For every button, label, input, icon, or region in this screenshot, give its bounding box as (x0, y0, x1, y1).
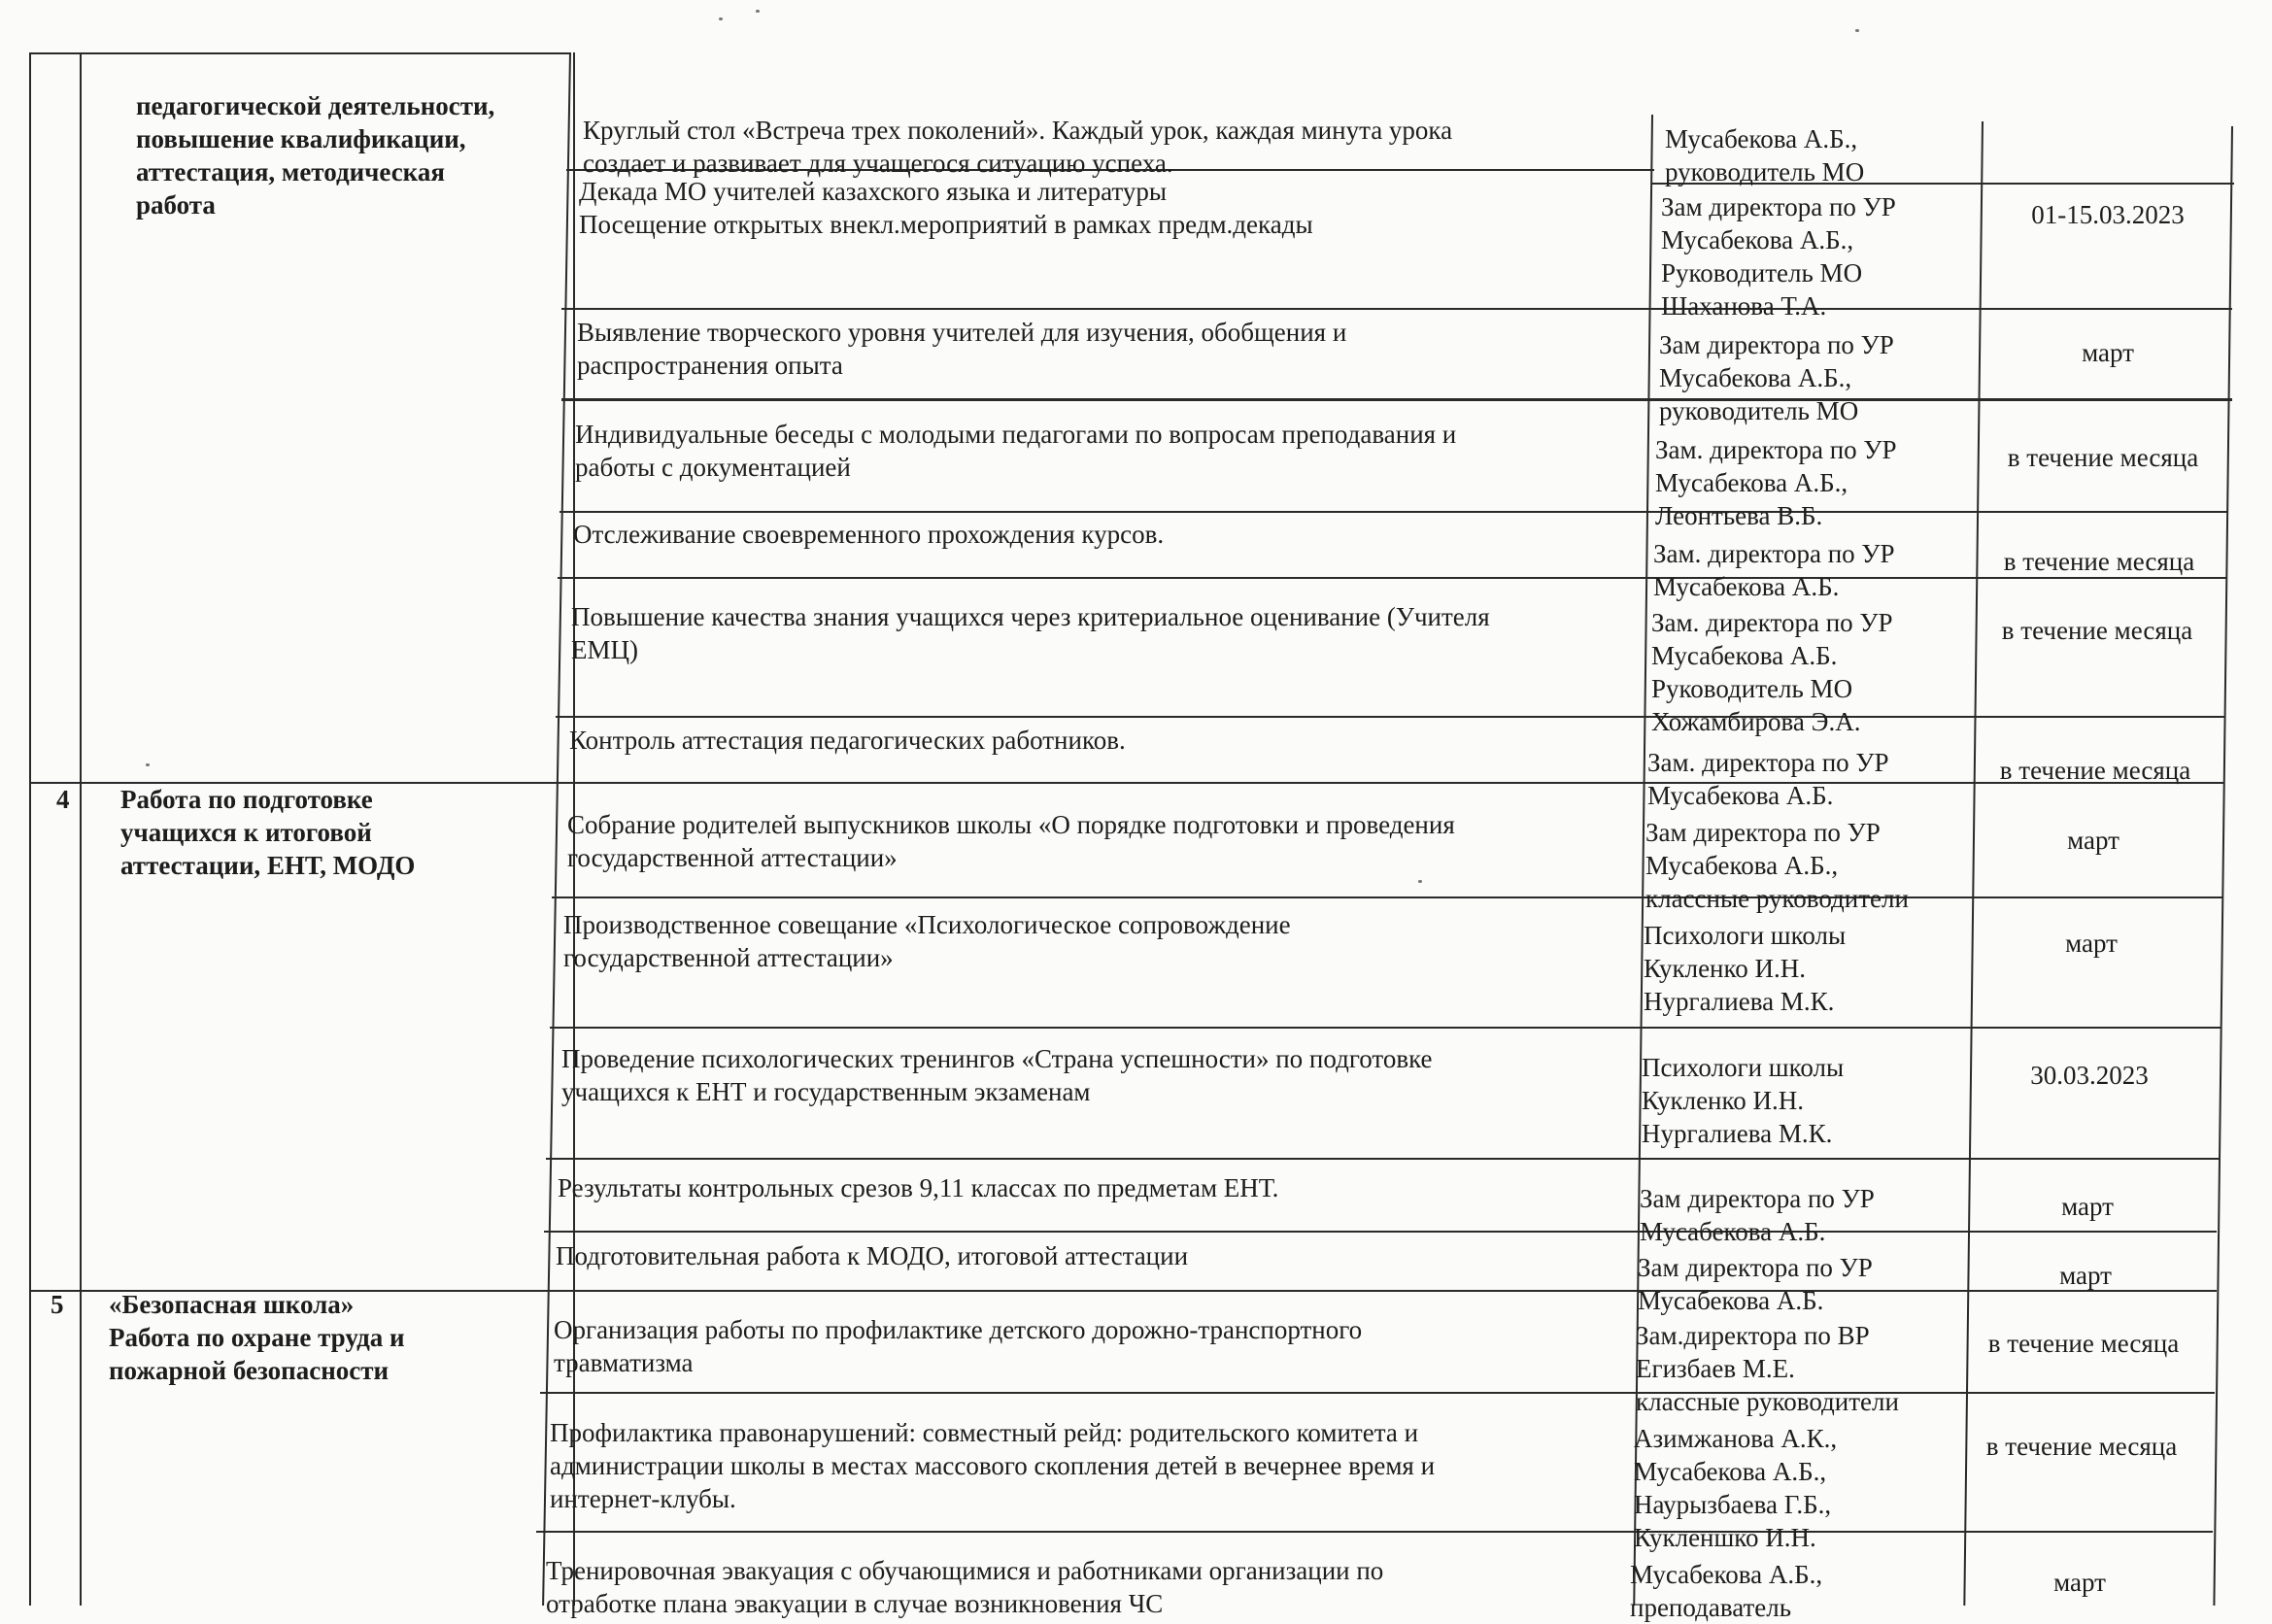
activity-cell: Отслеживание своевременного прохождения курсов. (573, 520, 1165, 549)
row-separator (560, 511, 2228, 513)
responsible-cell: Зам. директора по УР Мусабекова А.Б. Руководитель МО Хожамбирова Э.А. (1651, 608, 1893, 736)
date-cell: март (2065, 929, 2118, 958)
row-separator (536, 1531, 2213, 1533)
responsible-cell: Зам.директора по ВР Егизбаев М.Е. классные руководители (1636, 1321, 1899, 1416)
scan-speck (756, 10, 760, 13)
responsible-cell: Зам директора по УР Мусабекова А.Б., руководитель МО (1659, 330, 1894, 425)
activity-cell: Индивидуальные беседы с молодыми педагогами по вопросам преподавания и работы с документацией (575, 420, 1457, 482)
date-cell: в течение месяца (2007, 443, 2199, 472)
responsible-cell: Мусабекова А.Б., преподаватель (1630, 1560, 1823, 1622)
row-separator (556, 716, 2224, 718)
date-cell: в течение месяца (2003, 547, 2195, 576)
responsible-cell: Зам директора по УР Мусабекова А.Б. (1640, 1184, 1875, 1246)
scan-speck (1418, 880, 1422, 883)
responsible-cell: Зам. директора по УР Мусабекова А.Б. (1647, 748, 1889, 810)
section-title-methodical: педагогической деятельности, повышение квалификации, аттестация, методическая работа (136, 91, 495, 220)
date-cell: 30.03.2023 (2030, 1061, 2149, 1090)
responsible-cell: Мусабекова А.Б., руководитель МО (1665, 124, 1865, 186)
responsible-cell: Зам директора по УР Мусабекова А.Б. (1638, 1253, 1873, 1315)
activity-cell: Результаты контрольных срезов 9,11 классах по предметам ЕНТ. (558, 1173, 1279, 1202)
date-cell: март (2061, 1192, 2114, 1221)
activity-cell: Собрание родителей выпускников школы «О порядке подготовки и проведения государственной аттестации» (567, 810, 1455, 872)
responsible-cell: Зам. директора по УР Мусабекова А.Б., Леонтьева В.Б. (1655, 435, 1897, 530)
date-cell: в течение месяца (1999, 756, 2191, 785)
responsible-cell: Психологи школы Кукленко И.Н. Нургалиева М.К. (1644, 921, 1847, 1016)
responsible-cell: Психологи школы Кукленко И.Н. Нургалиева М.К. (1642, 1053, 1845, 1148)
table-top-border (29, 52, 569, 54)
number-column-border (80, 52, 82, 1606)
date-cell: в течение месяца (1985, 1432, 2178, 1461)
date-cell: март (2067, 826, 2119, 855)
activity-cell: Контроль аттестация педагогических работников. (569, 726, 1126, 755)
responsible-cell: Зам. директора по УР Мусабекова А.Б. (1653, 539, 1895, 601)
date-cell: 01-15.03.2023 (2031, 200, 2185, 229)
activity-cell: Тренировочная эвакуация с обучающимися и работниками организации по отработке плана эвакуации в случае возникновения ЧС (546, 1556, 1384, 1618)
date-cell: март (2059, 1261, 2112, 1290)
activity-cell: Профилактика правонарушений: совместный рейд: родительского комитета и администрации школы в местах массового скопления детей в вечернее время и интернет-клубы. (550, 1418, 1436, 1513)
date-cell: март (2053, 1568, 2106, 1597)
scan-speck (1855, 29, 1859, 32)
activity-cell: Организация работы по профилактике детского дорожно-транспортного травматизма (554, 1315, 1363, 1377)
activity-cell: Подготовительная работа к МОДО, итоговой аттестации (556, 1241, 1189, 1270)
activity-cell: Декада МО учителей казахского языка и литературы Посещение открытых внекл.мероприятий в рамках предм.декады (579, 177, 1313, 239)
date-cell: в течение месяца (1987, 1329, 2180, 1358)
row-separator (561, 308, 2232, 310)
activity-cell: Круглый стол «Встреча трех поколений». Каждый урок, каждая минута урока создает и развивает для учащегося ситуацию успеха. (583, 116, 1453, 178)
activity-cell: Проведение психологических тренингов «Страна успешности» по подготовке учащихся к ЕНТ и государственным экзаменам (561, 1044, 1433, 1106)
date-cell: в течение месяца (2001, 616, 2193, 645)
section-number-4: 4 (56, 785, 70, 814)
row-separator (544, 1231, 2217, 1233)
row-separator (561, 398, 2232, 401)
table-left-border (29, 52, 31, 1606)
scan-speck (719, 17, 723, 20)
section-title-final-attestation: Работа по подготовке учащихся к итоговой аттестации, ЕНТ, МОДО (120, 785, 416, 880)
responsible-cell: Зам директора по УР Мусабекова А.Б., Руководитель МО Шаханова Т.А. (1661, 192, 1896, 321)
row-separator (550, 1027, 2221, 1029)
activity-cell: Выявление творческого уровня учителей для изучения, обобщения и распространения опыта (577, 318, 1347, 380)
section-number-5: 5 (51, 1290, 64, 1319)
activity-cell: Повышение качества знания учащихся через критериальное оценивание (Учителя ЕМЦ) (571, 602, 1490, 664)
row-separator (546, 1158, 2219, 1160)
section-title-safe-school: «Безопасная школа» Работа по охране труда и пожарной безопасности (109, 1290, 405, 1385)
row-separator (558, 577, 2226, 579)
activity-cell: Производственное совещание «Психологическое сопровождение государственной аттестации» (563, 910, 1291, 972)
date-cell: март (2082, 338, 2134, 367)
responsible-cell: Зам директора по УР Мусабекова А.Б., классные руководители (1645, 818, 1909, 913)
responsible-cell: Азимжанова А.К., Мусабекова А.Б., Наурызбаева Г.Б., Кукленшко И.Н. (1634, 1424, 1838, 1552)
scan-speck (146, 763, 150, 766)
